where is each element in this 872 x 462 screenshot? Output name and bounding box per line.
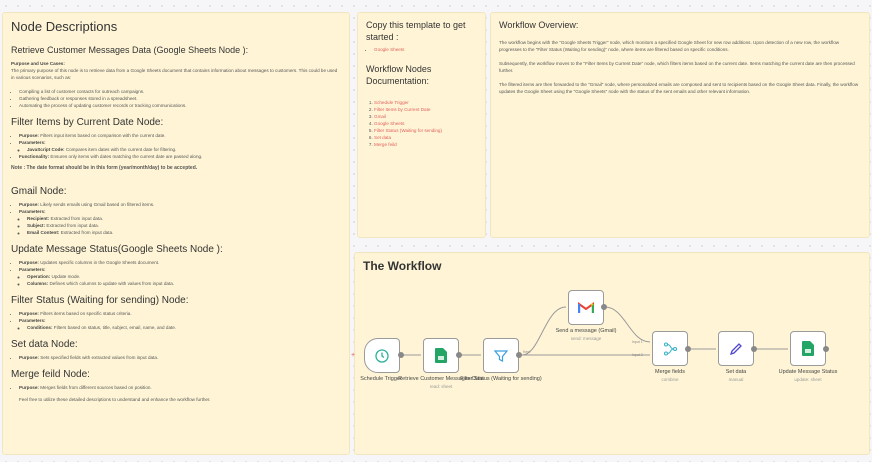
filter-icon [494, 349, 508, 363]
text: Merges fields from different sources based on position. [40, 385, 152, 390]
date-note: Note : The date format should be in this form (year/month/day) to be accepted. [11, 165, 198, 171]
node-label: Send a message (Gmail) send: message [555, 328, 617, 341]
label: Purpose and Use Cases: [11, 61, 65, 66]
label: Operation: [27, 274, 51, 279]
filter-date-heading: Filter Items by Current Date Node: [11, 117, 164, 128]
node-label: Filter Status (Waiting for sending) [460, 376, 542, 382]
text: Sets specified fields with extracted values from input data. [40, 355, 159, 360]
doc-link[interactable]: Set data [374, 135, 392, 140]
label: Parameters: [19, 318, 46, 323]
text: Extracted from input data. [46, 223, 100, 228]
overview-paragraph: Subsequently, the workflow moves to the "Filter Items by Current Date" node, which filters items based on the current date. Items matching the current date are then processed further. [499, 61, 855, 73]
footer-text: Feel free to utilize these detailed descriptions to understand and enhance the workflow further. [19, 397, 211, 402]
overview-title: Workflow Overview: [499, 20, 579, 30]
google-sheets-icon [802, 341, 814, 356]
overview-paragraph: The filtered items are then forwarded to the "Gmail" node, where personalized emails are composed and sent to recipients based on the Google Sheet data. Finally, the workflow updates the Google Sheet using the "Google Sheets" node with the status of the sent emails and other relevant information. [499, 82, 859, 94]
label: Parameters: [19, 267, 46, 272]
node-label: Update Message Status update: sheet [778, 369, 838, 382]
text: Filters items based on specific status criteria. [40, 311, 132, 316]
node-send-gmail[interactable] [568, 290, 604, 325]
label: Functionality: [19, 154, 50, 159]
node-update-message-status[interactable] [790, 331, 826, 366]
doc-link[interactable]: Schedule Trigger [374, 100, 409, 105]
node-schedule-trigger[interactable] [364, 338, 400, 373]
doc-title: Workflow Nodes Documentation: [366, 64, 432, 86]
gmail-icon [578, 302, 594, 314]
retrieve-heading: Retrieve Customer Messages Data (Google Sheets Node ): [11, 45, 249, 55]
output-handle[interactable] [456, 352, 462, 358]
node-label: Merge fields combine [655, 369, 685, 382]
output-handle[interactable] [601, 304, 607, 310]
list-item: • Automating the process of updating customer records or tracking communications. [19, 102, 341, 109]
label: Parameters: [19, 209, 46, 214]
node-retrieve-customer-messages[interactable] [423, 338, 459, 373]
label: Purpose: [19, 311, 39, 316]
update-heading: Update Message Status(Google Sheets Node ): [11, 244, 223, 255]
node-filter-status[interactable] [483, 338, 519, 373]
label: Parameters: [19, 140, 46, 145]
label: Email Content: [27, 230, 60, 235]
text: Extracted from input data. [50, 216, 104, 221]
node-label: Set data manual [725, 369, 747, 382]
merge-icon [663, 342, 677, 356]
doc-link[interactable]: Gmail [374, 114, 386, 119]
doc-link[interactable]: Merge feild [374, 142, 397, 147]
label: Conditions: [27, 325, 53, 330]
text: Update mode. [51, 274, 81, 279]
doc-link[interactable]: Filter Status (Waiting for sending) [374, 128, 442, 133]
output-handle[interactable] [751, 346, 757, 352]
text: Extracted from input data. [60, 230, 114, 235]
note-title: Node Descriptions [11, 19, 118, 34]
label: Purpose: [19, 385, 39, 390]
label: Purpose: [19, 355, 39, 360]
label: Purpose: [19, 260, 39, 265]
label: Purpose: [19, 133, 39, 138]
gmail-heading: Gmail Node: [11, 186, 67, 197]
node-label: Retrieve Customer Messages Data read: sheet [398, 376, 484, 389]
output-handle[interactable] [516, 352, 522, 358]
label: Subject: [27, 223, 46, 228]
node-set-data[interactable] [718, 331, 754, 366]
pencil-icon [729, 342, 743, 356]
copy-title: Copy this template to get started : [366, 20, 466, 42]
output-handle[interactable] [823, 346, 829, 352]
text: Filters based on status, title, subject, email, name, and date. [53, 325, 177, 330]
workflow-title: The Workflow [363, 259, 442, 273]
list-item: • Gathering feedback or responses stored in a spreadsheet. [19, 95, 341, 102]
node-merge-fields[interactable] [652, 331, 688, 366]
input-1-label: Input 1 [632, 340, 643, 344]
overview-paragraph: The workflow begins with the "Google Sheets Trigger" node, which monitors a specified Google Sheet for new row additions. Upon detection of a new row, the workflow progresses to the "Filter Status (Waiting for sending)" node, where items are filtered based on specific conditions. [499, 40, 840, 52]
output-handle[interactable] [685, 346, 691, 352]
doc-link[interactable]: Filter Items by Current Date [374, 107, 431, 112]
clock-icon [375, 349, 389, 363]
kept-label: Kept [523, 350, 531, 354]
text: Updates specific columns in the Google Sheets document. [40, 260, 160, 265]
label: JavaScript Code: [27, 147, 65, 152]
merge-heading: Merge feild Node: [11, 369, 90, 380]
google-sheets-link[interactable]: Google Sheets [374, 47, 405, 52]
set-heading: Set data Node: [11, 339, 78, 350]
label: Recipient: [27, 216, 50, 221]
text: Likely sends emails using Gmail based on filtered items. [40, 202, 155, 207]
list-item: • Compiling a list of customer contacts for outreach campaigns. [19, 88, 341, 95]
doc-link[interactable]: Google Sheets [374, 121, 405, 126]
output-handle[interactable] [398, 352, 404, 358]
text: Ensures only items with dates matching the current date are passed along. [50, 154, 203, 159]
google-sheets-icon [435, 348, 447, 363]
label: Purpose: [19, 202, 39, 207]
label: Columns: [27, 281, 49, 286]
add-trigger-icon: + [351, 352, 356, 359]
text: Filters input items based on comparison with the current date. [40, 133, 166, 138]
text: The primary purpose of this node is to retrieve data from a Google Sheets document that contains information about messages to customers. This could be used in various scenarios, such as: [11, 68, 338, 80]
input-2-label: Input 2 [632, 353, 643, 357]
filter-status-heading: Filter Status (Waiting for sending) Node: [11, 295, 189, 306]
text: Defines which columns to update with values from input data. [49, 281, 175, 286]
text: Compares item dates with the current date for filtering. [65, 147, 177, 152]
node-label: Schedule Trigger [360, 376, 402, 382]
